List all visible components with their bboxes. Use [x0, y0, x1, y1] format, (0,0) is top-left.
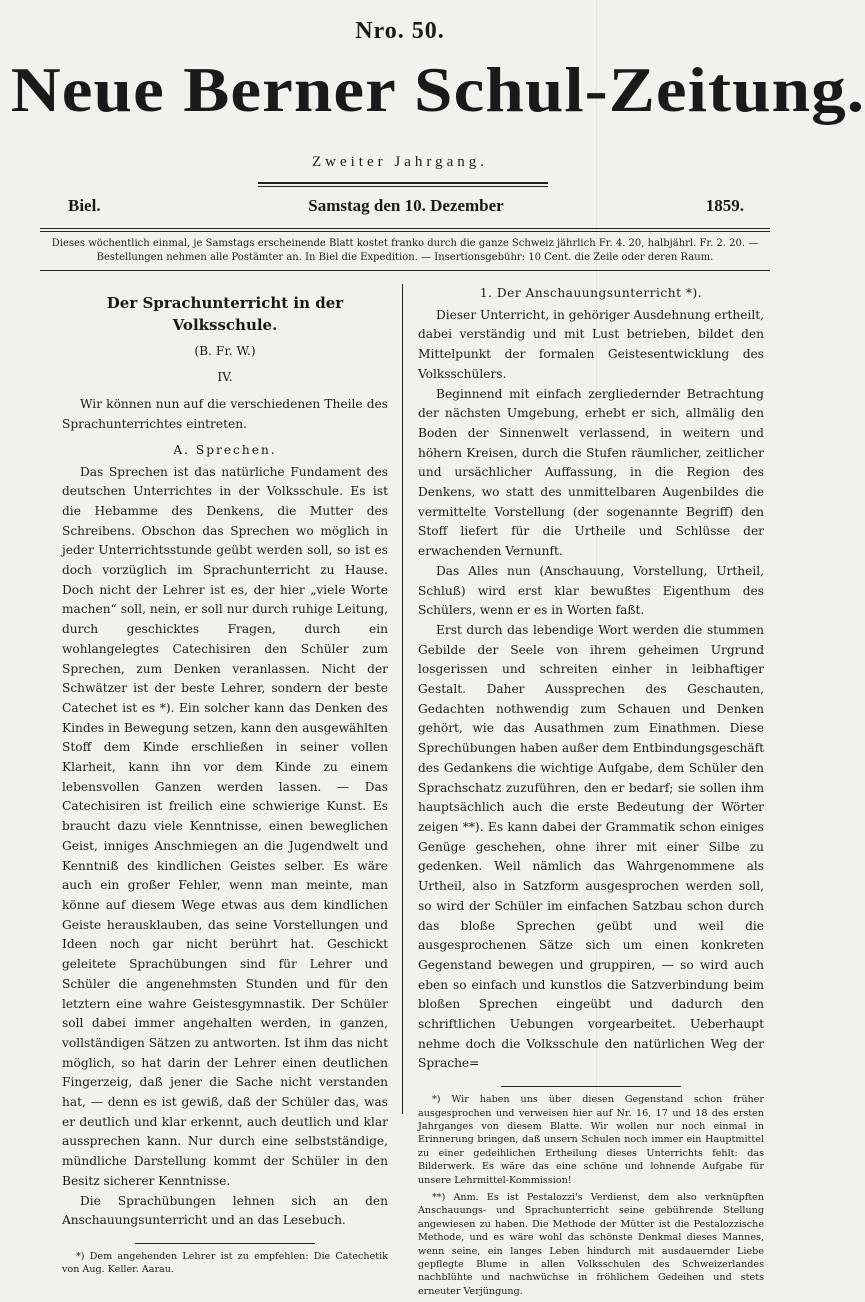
header-rule-top — [40, 228, 770, 229]
footnote-rule — [135, 1243, 315, 1244]
footnote: *) Wir haben uns über diesen Gegenstand schon früher ausgesprochen und verweisen hier auf Nr. 16, 17 und 18 des ersten Jahrganges von diesem Blatte. Wir wollen nur noch einmal in Erinnerung bringen, daß unsern Schulen noch immer ein Hauptmittel zu einer gedeihlichen Ertheilung dieses Unterrichts fehlt: das Bilderwerk. Es wäre das eine schöne und lohnende Aufgabe für unsere Lehrmittel-Kommission! — [418, 1094, 764, 1186]
paragraph: Die Sprachübungen lehnen sich an den Anschauungsunterricht und an das Lesebuch. — [62, 1193, 388, 1228]
volume-subtitle: Zweiter Jahrgang. — [311, 154, 489, 170]
issue-number: Nro. 50. — [355, 18, 445, 44]
article-title: Der Sprachunterricht in der Volksschule. — [106, 294, 344, 334]
footnote-rule — [501, 1086, 681, 1087]
footnote: **) Anm. Es ist Pestalozzi's Verdienst, dem also verknüpften Anschauungs- und Sprachunterricht seine gebührende Stellung angewiesen zu haben. Die Methode der Mütter ist die Pestalozzische Methode, und es wäre wohl das schönste Denkmal dieses Mannes, wenn seine, ein langes Leben hindurch mit ausdauernder Liebe gepflegte Blume in allen Volksschulen des Schweizerlandes nachblühte und nachwüchse in fröhlichem Gedeihen und stets erneuter Verjüngung. — [418, 1191, 764, 1297]
article-author: (B. Fr. W.) — [194, 344, 256, 358]
dateline — [68, 196, 744, 220]
title-rule-thin — [258, 186, 548, 187]
publication-year: 1859. — [705, 196, 744, 215]
header-rule-bottom — [40, 270, 770, 271]
subscription-notice: Dieses wöchentlich einmal, je Samstags erscheinende Blatt kostet franko durch die ganze Schweiz jährlich Fr. 4. 20, halbjährl. Fr. 2. 20. — Bestellungen nehmen alle Postämter an. In Biel die Expedition. — Insertionsgebühr: 10 Cent. die Zeile oder deren Raum. — [51, 238, 759, 263]
section-heading-sprechen: A. Sprechen. — [173, 442, 277, 457]
column-divider — [402, 284, 403, 1114]
article-intro: Wir können nun auf die verschiedenen Theile des Sprachunterrichtes eintreten. — [62, 397, 388, 432]
right-column — [418, 284, 764, 1302]
paragraph: Dieser Unterricht, in gehöriger Ausdehnung ertheilt, dabei verständig und mit Lust betrieben, bildet den Mittelpunkt der formalen Geistesentwicklung des Volksschülers. — [418, 307, 764, 381]
paragraph: Das Alles nun (Anschauung, Vorstellung, Urtheil, Schluß) wird erst klar bewußtes Eigenthum des Schülers, wenn er es in Worten faßt. — [418, 563, 764, 618]
masthead-title: Neue Berner Schul-Zeitung. — [10, 54, 865, 125]
header-rule-top-thin — [40, 231, 770, 232]
paragraph: Das Sprechen ist das natürliche Fundament des deutschen Unterrichtes in der Volksschule. Es ist die Hebamme des Denkens, die Mutter des Schreibens. Obschon das Sprechen wo möglich in jeder Unterrichtsstunde geübt werden soll, so ist es doch vorzüglich im Sprachunterricht zu Hause. Doch nicht der Lehrer ist es, der hier „viele Worte machen“ soll, nein, er soll nur durch ruhige Leitung, durch geschicktes Fragen, durch ein wohlangelegtes Catechisiren den Schüler zum Sprechen, zum Denken veranlassen. Nicht der Schwätzer ist der beste Lehrer, sondern der beste Catechet ist es *). Ein solcher kann das Denken des Kindes in Bewegung setzen, kann den ausgewählten Stoff dem Kinde erschließen in seiner vollen Klarheit, kann ihn vor dem Kinde zu einem lebensvollen Ganzen werden lassen. — Das Catechisiren ist freilich eine schwierige Kunst. Es braucht dazu viele Kenntnisse, einen beweglichen Geist, inniges Anschmiegen an die Jugendwelt und Kenntniß des kindlichen Geistes selber. Es wäre auch ein großer Fehler, wenn man meinte, man könne auf diesem Wege etwas aus dem kindlichen Geiste herausklauben, das seine Vorstellungen und Ideen noch gar nicht berührt hat. Geschickt geleitete Sprachübungen sind für Lehrer und Schüler die angenehmsten Stunden und für den letztern eine wahre Geistesgymnastik. Der Schüler soll dabei immer angehalten werden, in ganzen, vollständigen Sätzen zu antworten. Ist ihm das nicht möglich, so hat darin der Lehrer einen deutlichen Fingerzeig, daß jener die Sache nicht verstanden hat, — denn es ist gewiß, daß der Schüler das, was er deutlich und klar erkennt, auch deutlich und klar aussprechen kann. Nur durch eine selbstständige, mündliche Darstellung kommt der Schüler in den Besitz sicherer Kenntnisse. — [62, 464, 388, 1188]
publication-date: Samstag den 10. Dezember — [308, 196, 504, 215]
paragraph: Erst durch das lebendige Wort werden die stummen Gebilde der Seele von ihrem geheimen Urgrund losgerissen und schreiten einher in leibhaftiger Gestalt. Daher Aussprechen des Geschauten, Gedachten nothwendig zum Schauen und Denken gehört, wie das Ausathmen zum Einathmen. Diese Sprechübungen haben außer dem Entbindungsgeschäft des Gedankens die wichtige Aufgabe, dem Schüler den Sprachschatz zuzuführen, den er bedarf; sie sollen ihm hauptsächlich auch die erste Bedeutung der Wörter zeigen **). Es kann dabei der Grammatik schon einiges Genüge geschehen, ohne ihrer mit einer Silbe zu gedenken. Weil nämlich das Wahrgenommene als Urtheil, also in Satzform ausgesprochen werden soll, so wird der Schüler im einfachen Satzbau schon durch das bloße Sprechen geübt und weil die ausgesprochenen Sätze sich um einen konkreten Gegenstand bewegen und gruppiren, — so wird auch eben so einfach und kunstlos die Satzverbindung beim bloßen Sprechen eingeübt und dadurch den schriftlichen Uebungen vorgearbeitet. Ueberhaupt nehme doch die Volksschule den natürlichen Weg der Sprache= — [418, 622, 764, 1071]
publication-place: Biel. — [68, 196, 101, 215]
paragraph: Beginnend mit einfach zergliedernder Betrachtung der nächsten Umgebung, erhebt er sich, allmälig den Boden der Sinnenwelt verlassend, in weitern und höhern Kreisen, durch die Stufen räumlicher, zeitlicher und ursächlicher Auffassung, in die Region des Denkens, wo statt des unmittelbaren Augenbildes die vermittelte Vorstellung (der sogenannte Begriff) den Stoff liefert für die Urtheile und Schlüsse der erwachenden Vernunft. — [418, 386, 764, 559]
left-column — [62, 284, 388, 1281]
title-rule — [258, 182, 548, 184]
section-heading-anschauung: 1. Der Anschauungsunterricht *). — [479, 286, 703, 300]
footnote: *) Dem angehenden Lehrer ist zu empfehlen: Die Catechetik von Aug. Keller. Aarau. — [62, 1250, 388, 1276]
article-part-number: IV. — [217, 369, 233, 384]
